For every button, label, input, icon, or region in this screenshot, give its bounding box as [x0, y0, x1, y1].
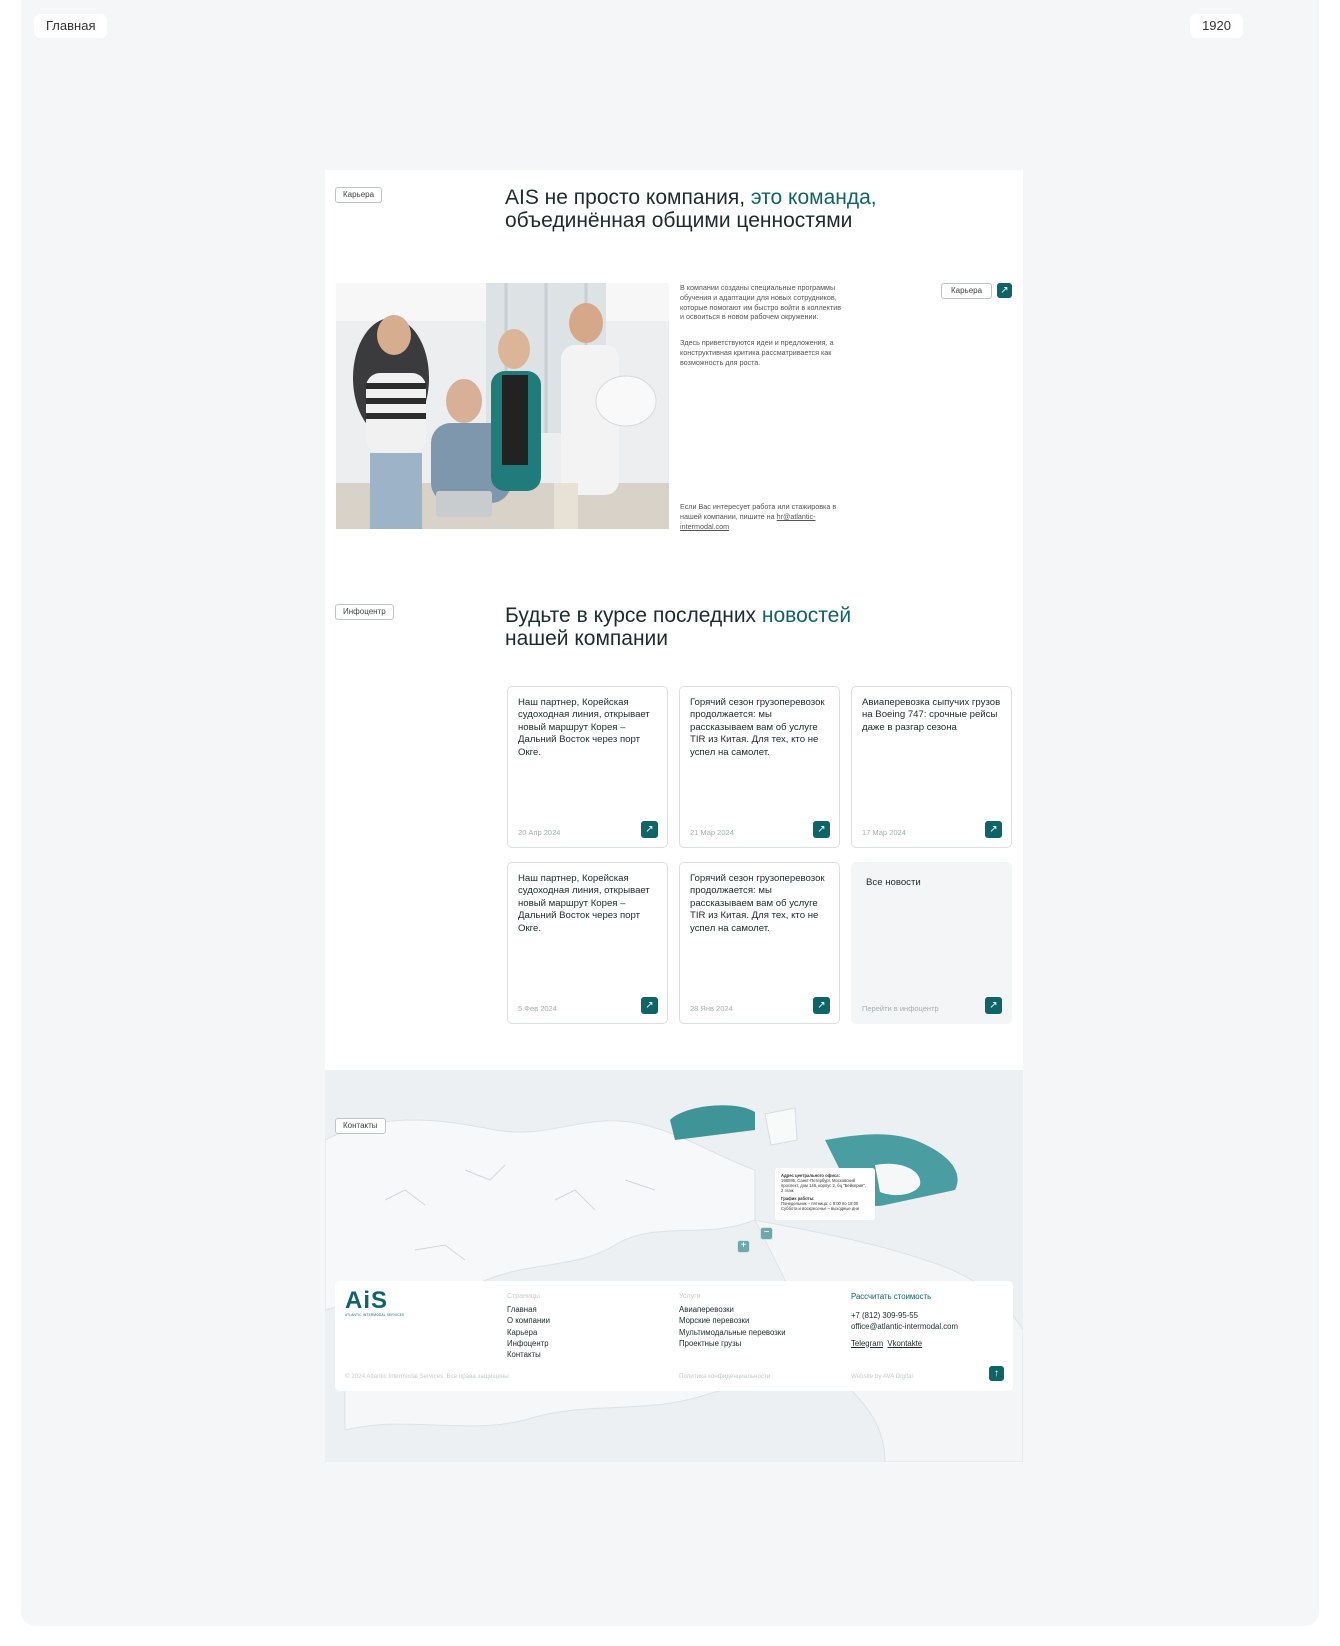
- footer-link-multimodal[interactable]: Мультимодальные перевозки: [679, 1327, 786, 1337]
- news-card-title: Наш партнер, Корейская судоходная линия, открывает новый маршрут Корея – Дальний Восток через порт Окге.: [518, 873, 650, 934]
- all-news-title: Все новости: [866, 877, 921, 888]
- news-card-arrow-button[interactable]: [985, 821, 1002, 838]
- hours-line-2: Суббота и воскресенье – выходные дни: [781, 1206, 859, 1211]
- minus-icon: −: [763, 1227, 770, 1238]
- plus-icon: +: [740, 1240, 747, 1251]
- footer-logo[interactable]: [345, 1289, 404, 1317]
- news-card[interactable]: [851, 686, 1012, 848]
- arrow-up-icon: ↑: [994, 1368, 999, 1379]
- zoom-out-button[interactable]: [760, 1227, 773, 1240]
- news-heading: Будьте в курсе последних новостей нашей компании: [505, 604, 852, 650]
- footer-email[interactable]: office@atlantic-intermodal.com: [851, 1322, 959, 1332]
- news-card[interactable]: [507, 686, 668, 848]
- footer-contacts: [851, 1291, 958, 1349]
- news-card-arrow-button[interactable]: [813, 997, 830, 1014]
- arrow-up-right-icon: ↗: [989, 1000, 998, 1011]
- news-card-arrow-button[interactable]: [641, 821, 658, 838]
- privacy-policy-link[interactable]: Политика конфиденциальности: [679, 1373, 771, 1380]
- footer-link-sea[interactable]: Морские перевозки: [679, 1316, 750, 1326]
- news-card-date: 5 Фев 2024: [518, 1004, 557, 1013]
- logo-subtitle: ATLANTIC INTERMODAL SERVICES: [345, 1313, 405, 1317]
- news-card-title: Наш партнер, Корейская судоходная линия, открывает новый маршрут Корея – Дальний Восток через порт Окге.: [518, 697, 650, 758]
- career-link[interactable]: Карьера: [941, 283, 992, 299]
- news-card[interactable]: [679, 686, 840, 848]
- arrow-up-right-icon: ↗: [1000, 285, 1009, 296]
- frame-width-label: 1920: [1190, 14, 1243, 38]
- footer-copyright: © 2024 Atlantic Intermodal Services. Все права защищены: [345, 1373, 509, 1380]
- news-tag: Инфоцентр: [335, 604, 394, 620]
- calculate-cost-link[interactable]: Рассчитать стоимость: [851, 1292, 932, 1301]
- scroll-top-button[interactable]: [989, 1366, 1004, 1381]
- news-card[interactable]: [507, 862, 668, 1024]
- footer-link-about[interactable]: О компании: [507, 1316, 551, 1326]
- arrow-up-right-icon: ↗: [817, 824, 826, 835]
- arrow-up-right-icon: ↗: [989, 824, 998, 835]
- office-info-popup: [775, 1168, 875, 1220]
- arrow-up-right-icon: ↗: [645, 1000, 654, 1011]
- all-news-arrow-button[interactable]: [985, 997, 1002, 1014]
- footer-link-air[interactable]: Авиаперевозки: [679, 1305, 734, 1315]
- footer-pages-label: Страницы: [507, 1293, 540, 1300]
- hours-label: График работы:: [781, 1196, 815, 1201]
- developer-credit[interactable]: Website by AVA Digital: [851, 1373, 913, 1380]
- all-news-card[interactable]: [851, 862, 1012, 1024]
- news-card-arrow-button[interactable]: [641, 997, 658, 1014]
- zoom-in-button[interactable]: [737, 1240, 750, 1253]
- all-news-link[interactable]: Перейти в инфоцентр: [862, 1004, 939, 1013]
- office-address: 198095, Санкт-Петербург, Московский проспект, дом 146, корпус 2, бц "Бейкерия", 2 этаж: [781, 1178, 866, 1193]
- hr-email-link[interactable]: hr@atlantic-intermodal.com: [680, 511, 816, 531]
- footer-link-home[interactable]: Главная: [507, 1305, 537, 1315]
- career-contact-text: Если Вас интересует работа или стажировка в нашей компании, пишите на hr@atlantic-intermodal.com: [680, 502, 837, 531]
- footer-pages: [507, 1291, 550, 1360]
- footer-phone[interactable]: +7 (812) 309-95-55: [851, 1311, 918, 1321]
- office-label: Адрес центрального офиса:: [781, 1173, 841, 1178]
- news-card-title: Горячий сезон грузоперевозок продолжается: мы рассказываем вам об услуге TIR из Китая. Для тех, кто не успел на самолет.: [690, 873, 825, 934]
- news-card-arrow-button[interactable]: [813, 821, 830, 838]
- career-paragraph-2: Здесь приветствуются идеи и предложения, а конструктивная критика рассматривается как возможность для роста.: [680, 338, 834, 367]
- news-card-title: Горячий сезон грузоперевозок продолжается: мы рассказываем вам об услуге TIR из Китая. Для тех, кто не успел на самолет.: [690, 697, 825, 758]
- logo-text: AiS: [345, 1287, 389, 1314]
- map-illustration: [325, 1070, 1023, 1462]
- team-photo: [336, 283, 669, 529]
- vkontakte-link[interactable]: Vkontakte: [887, 1338, 923, 1348]
- footer-services: [679, 1291, 786, 1349]
- footer-link-career[interactable]: Карьера: [507, 1327, 538, 1337]
- arrow-up-right-icon: ↗: [645, 824, 654, 835]
- page-canvas: [325, 170, 1023, 1462]
- arrow-up-right-icon: ↗: [817, 1000, 826, 1011]
- news-card-title: Авиаперевозка сыпучих грузов на Boeing 747: срочные рейсы даже в разгар сезона: [862, 697, 1001, 733]
- telegram-link[interactable]: Telegram: [851, 1338, 884, 1348]
- contacts-map[interactable]: [325, 1070, 1023, 1462]
- site-footer: [335, 1281, 1013, 1391]
- career-paragraph-1: В компании созданы специальные программы обучения и адаптации для новых сотрудников, которые помогают им быстро войти в коллектив и освоиться в новом рабочем окружении.: [680, 283, 842, 322]
- frame-label: Главная: [34, 14, 107, 38]
- news-card[interactable]: [679, 862, 840, 1024]
- hours-line-1: Понедельник – пятница: с 9:00 по 18:00: [781, 1201, 859, 1206]
- footer-link-contacts[interactable]: Контакты: [507, 1350, 541, 1360]
- career-heading: AIS не просто компания, это команда, объединённая общими ценностями: [505, 186, 877, 232]
- career-arrow-button[interactable]: [997, 283, 1012, 298]
- news-card-date: 28 Янв 2024: [690, 1004, 733, 1013]
- news-card-date: 17 Мар 2024: [862, 828, 906, 837]
- news-card-date: 21 Мар 2024: [690, 828, 734, 837]
- news-card-date: 20 Апр 2024: [518, 828, 561, 837]
- footer-link-infocenter[interactable]: Инфоцентр: [507, 1338, 549, 1348]
- footer-services-label: Услуги: [679, 1293, 701, 1300]
- footer-link-project[interactable]: Проектные грузы: [679, 1338, 742, 1348]
- contacts-tag: Контакты: [335, 1118, 386, 1134]
- career-tag: Карьера: [335, 187, 382, 203]
